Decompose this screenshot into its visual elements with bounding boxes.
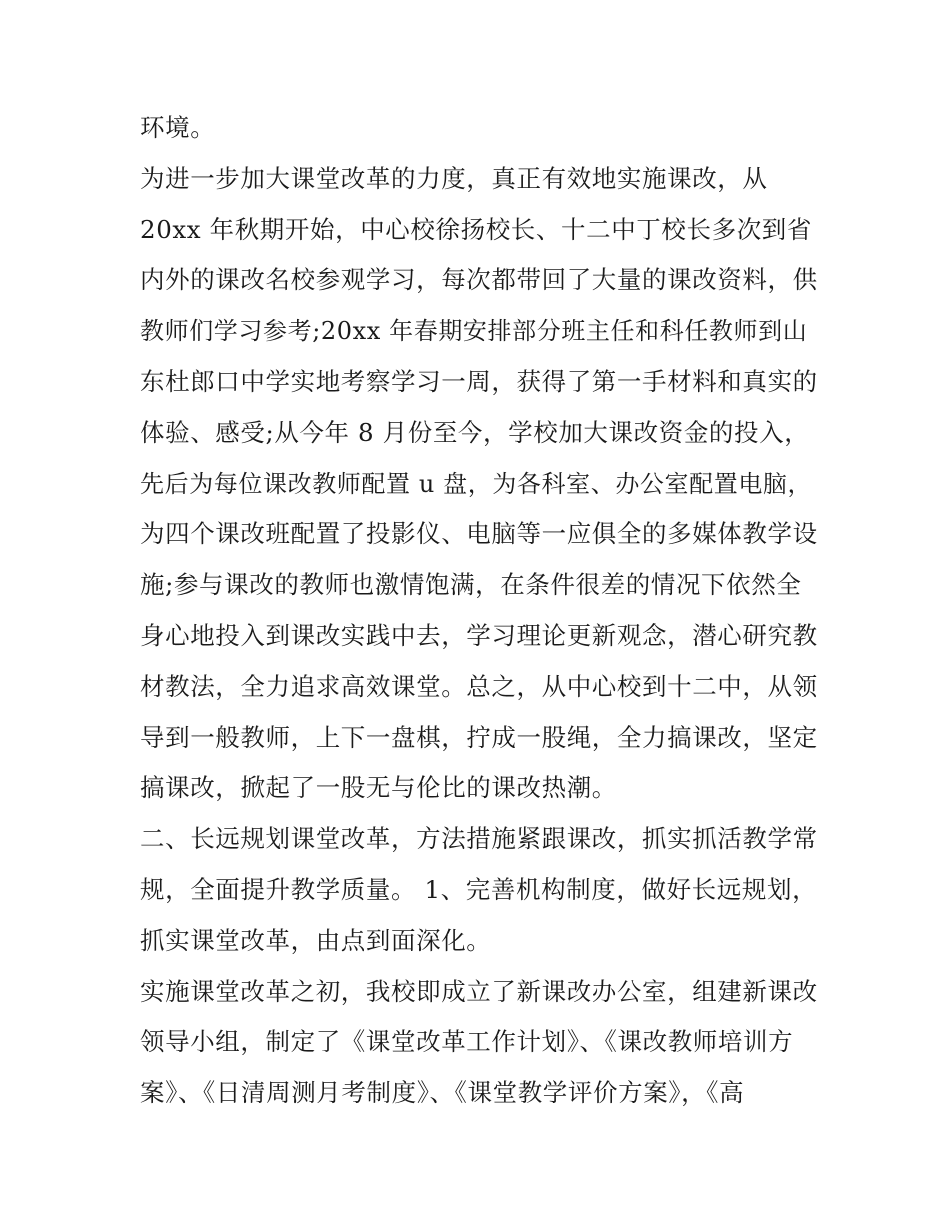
text-line: 实施课堂改革之初，我校即成立了新课改办公室，组建新课改 [140,976,818,1006]
text-line: 二、长远规划课堂改革，方法措施紧跟课改，抓实抓活教学常 [140,824,818,854]
text-line: 20xx 年秋期开始，中心校徐扬校长、十二中丁校长多次到省 [140,214,812,244]
text-line: 教师们学习参考;20xx 年春期安排部分班主任和科任教师到山 [140,317,808,346]
text-line: 东杜郎口中学实地考察学习一周，获得了第一手材料和真实的 [140,366,818,396]
text-line: 规，全面提升教学质量。 1、完善机构制度，做好长远规划， [140,874,818,904]
text-line: 抓实课堂改革，由点到面深化。 [140,925,492,955]
text-line: 施;参与课改的教师也激情饱满，在条件很差的情况下依然全 [140,570,802,600]
text-line: 身心地投入到课改实践中去，学习理论更新观念，潜心研究教 [140,620,818,650]
text-line: 内外的课改名校参观学习，每次都带回了大量的课改资料，供 [140,265,818,295]
text-line: 为四个课改班配置了投影仪、电脑等一应俱全的多媒体教学设 [140,519,818,549]
text-line: 环境。 [140,113,216,142]
text-line: 先后为每位课改教师配置 u 盘，为各科室、办公室配置电脑， [140,469,813,498]
document-body [140,103,820,1119]
text-line: 材教法，全力追求高效课堂。总之，从中心校到十二中，从领 [140,671,818,701]
text-line: 导到一般教师，上下一盘棋，拧成一股绳，全力搞课改，坚定 [140,722,818,752]
text-line: 为进一步加大课堂改革的力度，真正有效地实施课改，从 [140,163,768,193]
text-line: 案》、《日清周测月考制度》、《课堂教学评价方案》，《高 [140,1078,745,1108]
text-line: 领导小组，制定了《课堂改革工作计划》、《课改教师培训方 [140,1027,794,1057]
text-line: 体验、感受;从今年 8 月份至今，学校加大课改资金的投入， [140,417,810,447]
text-line: 搞课改，掀起了一股无与伦比的课改热潮。 [140,773,617,803]
